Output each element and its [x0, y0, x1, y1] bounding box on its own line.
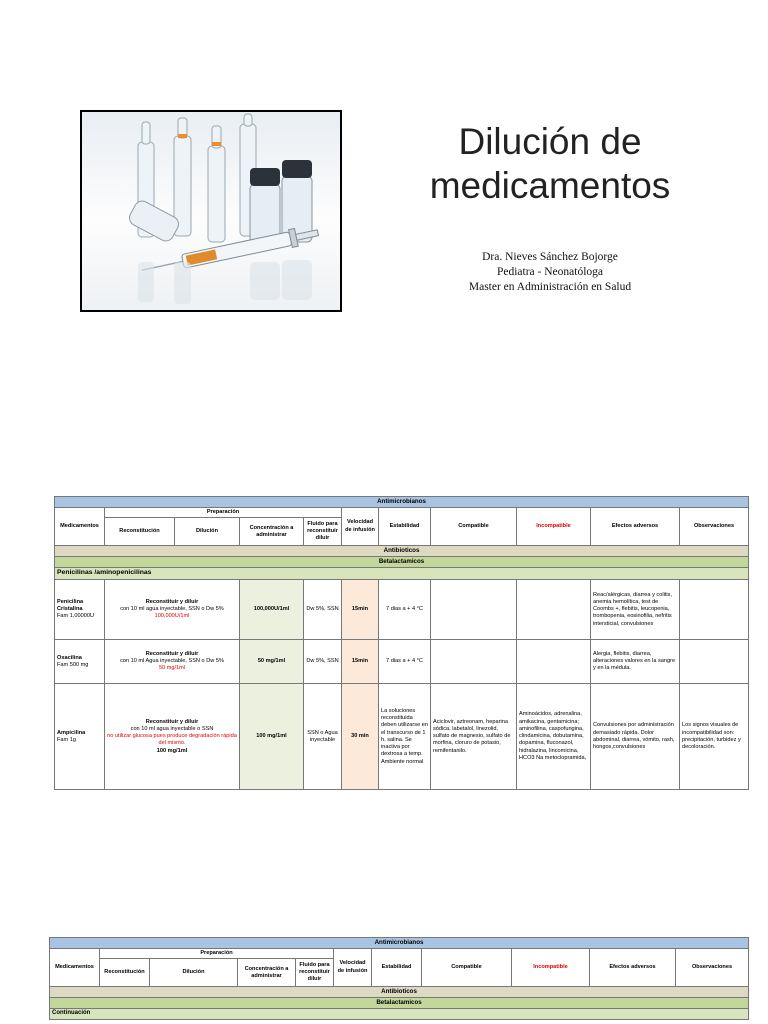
col-medicamentos: Medicamentos — [55, 508, 105, 546]
velocity-cell: 15min — [342, 580, 379, 640]
col-velocidad: Velocidad de infusión — [342, 508, 379, 546]
med-name: Ampicilina — [57, 729, 86, 736]
dilution-concentration: 50 mg/1ml — [158, 665, 186, 672]
fluid-cell: SSN o Agua inyectable — [304, 684, 342, 790]
slide-title — [400, 120, 700, 208]
dilution-table — [54, 496, 749, 790]
observations-cell — [680, 640, 749, 684]
col-compatible: Compatible — [431, 508, 517, 546]
col-dilucion: Dilución — [150, 959, 238, 987]
author-specialty: Pediatra - Neonatóloga — [496, 266, 603, 278]
col-estabilidad: Estabilidad — [372, 949, 422, 987]
observations-cell — [680, 580, 749, 640]
compatible-cell: Aciclovir, aztreonam, heparina sódica, labetalol, linezolid, sulfato de magnesio, sulfato de morfina, cloruro de potasio, remifentanilo. — [431, 684, 517, 790]
col-reconstitucion: Reconstitución — [100, 959, 150, 987]
dilution-cell — [105, 580, 240, 640]
stability-cell: 7 dias a + 4 °C — [379, 640, 431, 684]
vials-illustration — [82, 112, 340, 310]
dilution-warning: no utilizar glucosa pues produce degradación rápida del mismo. — [107, 733, 237, 747]
col-compatible: Compatible — [422, 949, 512, 987]
table-slide — [0, 487, 768, 807]
stability-cell: 7 dias a + 4 °C — [379, 580, 431, 640]
continuation-slide — [0, 925, 768, 1024]
col-observaciones: Observaciones — [676, 949, 749, 987]
table-row — [55, 580, 749, 640]
stability-cell: La soluciones reconstituida deben utilizarse en el transcurso de 1 h. salina. Se inactiva por dextrosa a temp. Ambiente normal — [379, 684, 431, 790]
col-velocidad: Velocidad de infusión — [334, 949, 372, 987]
dilution-title: Reconstituir y diluir — [145, 650, 199, 657]
author-block — [400, 250, 700, 295]
dilution-cell — [105, 684, 240, 790]
col-efectos: Efectos adversos — [590, 949, 676, 987]
group-bar: Antibioticos — [50, 987, 749, 998]
section-bar: Penicilinas /aminopenicilinas — [55, 568, 749, 580]
med-cell — [55, 684, 105, 790]
col-fluido: Fluido para reconstituir diluir — [304, 518, 342, 546]
med-name: Oxacilina — [57, 654, 82, 661]
col-concentracion: Concentración a administrar — [238, 959, 296, 987]
table-row — [55, 684, 749, 790]
med-dose: Fam 1,00000U — [57, 613, 95, 620]
col-efectos: Efectos adversos — [591, 508, 680, 546]
col-observaciones: Observaciones — [680, 508, 749, 546]
continuation-bar: Continuación — [50, 1009, 749, 1020]
incompatible-cell — [517, 580, 591, 640]
adverse-effects-cell: Convulsiones por administración demasiado rápida. Dolor abdominal, diarrea, vómito, rash, hongos,convulsiones — [591, 684, 680, 790]
med-name: Penicilina Cristalina — [57, 598, 84, 613]
dilution-title: Reconstituir y diluir — [145, 598, 199, 605]
adverse-effects-cell: Reac/alérgicas, diarrea y colitis, anemia hemolítica, test de Coombs +, flebitis, leucopenia, trombopenia, eosinofilia, nefritis intersticial, convulsiones — [591, 580, 680, 640]
med-cell — [55, 580, 105, 640]
continuation-table — [49, 937, 749, 1020]
col-fluido: Fluido para reconstituir diluir — [296, 959, 334, 987]
fluid-cell: Dw 5%, SSN — [304, 580, 342, 640]
med-dose: Fam 500 mg — [57, 661, 89, 668]
col-dilucion: Dilución — [175, 518, 240, 546]
compatible-cell — [431, 640, 517, 684]
compatible-cell — [431, 580, 517, 640]
col-incompatible: Incompatible — [512, 949, 590, 987]
concentration-cell: 50 mg/1ml — [240, 640, 304, 684]
dilution-title: Reconstituir y diluir — [145, 718, 199, 725]
incompatible-cell — [517, 640, 591, 684]
velocity-cell: 15min — [342, 640, 379, 684]
col-concentracion: Concentración a administrar — [240, 518, 304, 546]
author-degree: Master en Administración en Salud — [468, 281, 632, 293]
table-title: Antimicrobianos — [50, 938, 749, 949]
group-bar: Antibioticos — [55, 546, 749, 557]
subgroup-bar: Betalactamicos — [50, 998, 749, 1009]
col-medicamentos: Medicamentos — [50, 949, 100, 987]
med-dose: Fam 1g — [57, 736, 76, 743]
dilution-cell — [105, 640, 240, 684]
col-reconstitucion: Reconstitución — [105, 518, 175, 546]
adverse-effects-cell: Alergia, flebitis, diarrea, alteraciones valores en la sangre y en la médula. — [591, 640, 680, 684]
col-preparacion: Preparación — [100, 949, 334, 959]
subgroup-bar: Betalactamicos — [55, 557, 749, 568]
dilution-concentration: 100 mg/1ml — [156, 747, 188, 754]
observations-cell: Los signos visuales de incompatibilidad son: precipitación, turbidez y decoloración. — [680, 684, 749, 790]
fluid-cell: Dw 5%, SSN — [304, 640, 342, 684]
col-incompatible: Incompatible — [517, 508, 591, 546]
velocity-cell: 30 min — [342, 684, 379, 790]
concentration-cell: 100,000U/1ml — [240, 580, 304, 640]
dilution-concentration: 100,000U/1ml — [154, 613, 190, 620]
col-preparacion: Preparación — [105, 508, 342, 518]
table-row — [55, 640, 749, 684]
col-estabilidad: Estabilidad — [379, 508, 431, 546]
vials-syringe-photo — [80, 110, 342, 312]
dilution-text: con 10 ml agua inyectable o SSN — [130, 725, 214, 732]
table-title: Antimicrobianos — [55, 497, 749, 508]
dilution-text: con 10 ml agua inyectable, SSN o Dw 5% — [120, 606, 224, 613]
title-line-2: medicamentos — [429, 165, 671, 206]
title-slide — [0, 0, 768, 340]
concentration-cell: 100 mg/1ml — [240, 684, 304, 790]
dilution-text: con 10 ml Agua inyectable, SSN o Dw 5% — [120, 658, 224, 665]
incompatible-cell: Aminoácidos, adrenalina, amikacina, gentamicina; aminofilina, caspofungina, clindamicina, dobutamina, dopamina, fluconazol, hidralazina, lincomicina, HCO3 Na metoclopramida, — [517, 684, 591, 790]
med-cell — [55, 640, 105, 684]
title-line-1: Dilución de — [458, 121, 642, 162]
author-name: Dra. Nieves Sánchez Bojorge — [482, 251, 618, 263]
